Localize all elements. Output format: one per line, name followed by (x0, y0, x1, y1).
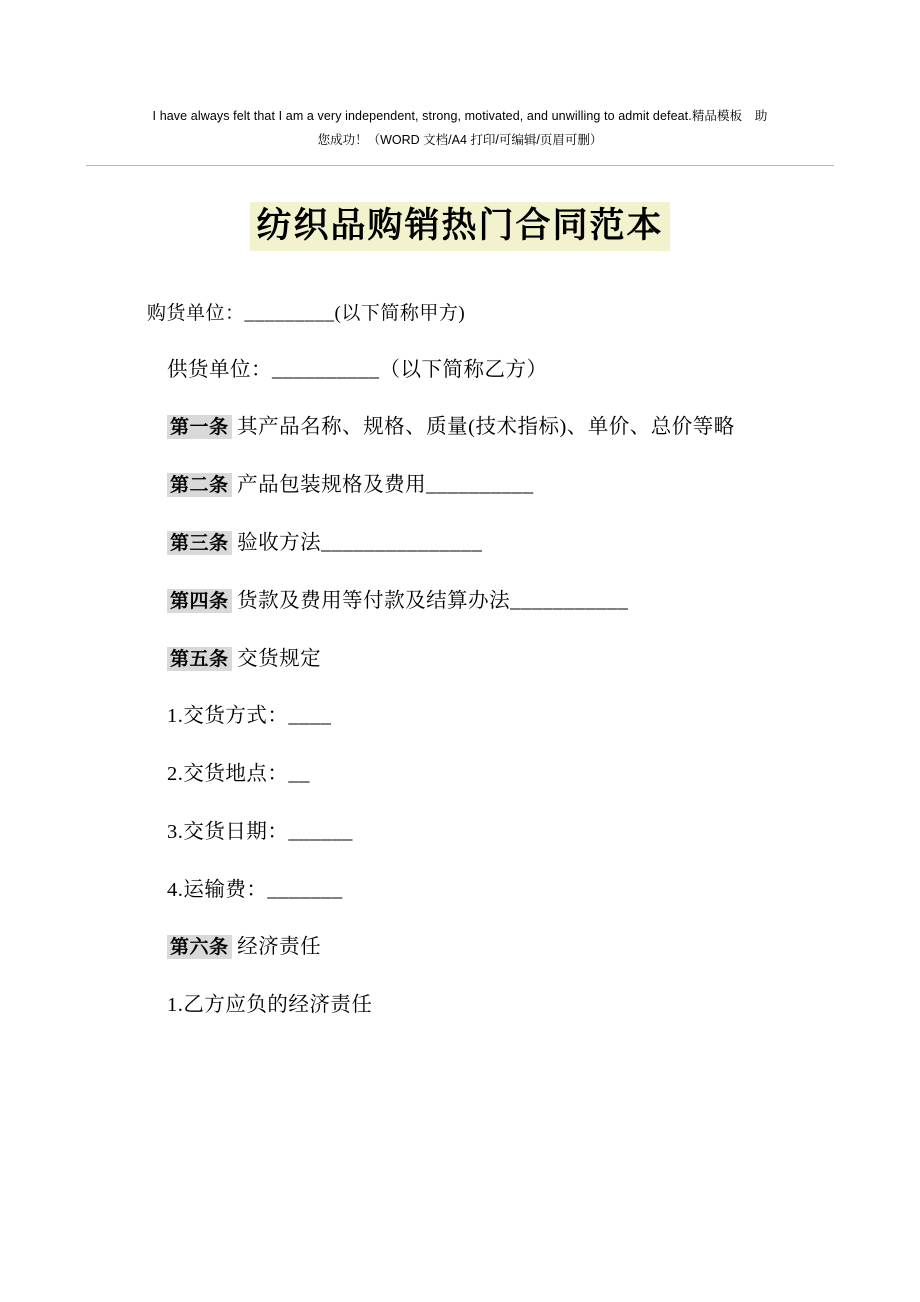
document-body (70, 299, 850, 1022)
article-5-number: 第五条 (167, 647, 232, 671)
page-title: 纺织品购销热门合同范本 (250, 202, 669, 252)
article-2-number: 第二条 (167, 473, 232, 497)
article-1-number: 第一条 (167, 415, 232, 439)
article-3 (125, 528, 830, 560)
page-header (110, 0, 810, 153)
article-2-text: 产品包装规格及费用__________ (237, 474, 534, 497)
article-4-text: 货款及费用等付款及结算办法___________ (237, 589, 629, 612)
article-6 (125, 932, 830, 964)
delivery-item-4: 4.运输费：_______ (167, 878, 343, 901)
header-english-note: I have always felt that I am a very independent, strong, motivated, and unwilling to admit defeat. (152, 109, 692, 123)
article-6-number: 第六条 (167, 935, 232, 959)
header-note-line (110, 105, 810, 129)
article-5-text: 交货规定 (237, 647, 322, 670)
article-2 (125, 470, 830, 502)
title-container (0, 202, 920, 252)
article-4 (125, 586, 830, 618)
article-4-number: 第四条 (167, 589, 232, 613)
article-1-text: 其产品名称、规格、质量(技术指标)、单价、总价等略 (237, 416, 735, 439)
header-divider (86, 165, 834, 166)
delivery-item-1: 1.交货方式：____ (167, 705, 332, 728)
header-note-line2: 您成功！（WORD 文档/A4 打印/可编辑/页眉可删） (317, 132, 603, 147)
article-3-number: 第三条 (167, 531, 232, 555)
supplier-line: 供货单位：__________（以下简称乙方） (167, 358, 548, 381)
article-6-text: 经济责任 (237, 936, 322, 959)
article-5 (125, 644, 830, 676)
header-cn-note: 精品模板 助 (691, 109, 768, 123)
buyer-line: 购货单位：_________(以下简称甲方) (147, 303, 466, 325)
article-1 (125, 412, 830, 444)
liability-item-1: 1.乙方应负的经济责任 (167, 994, 373, 1017)
delivery-item-3: 3.交货日期：______ (167, 820, 353, 843)
delivery-item-2: 2.交货地点：__ (167, 763, 310, 786)
article-3-text: 验收方法_______________ (237, 531, 483, 554)
